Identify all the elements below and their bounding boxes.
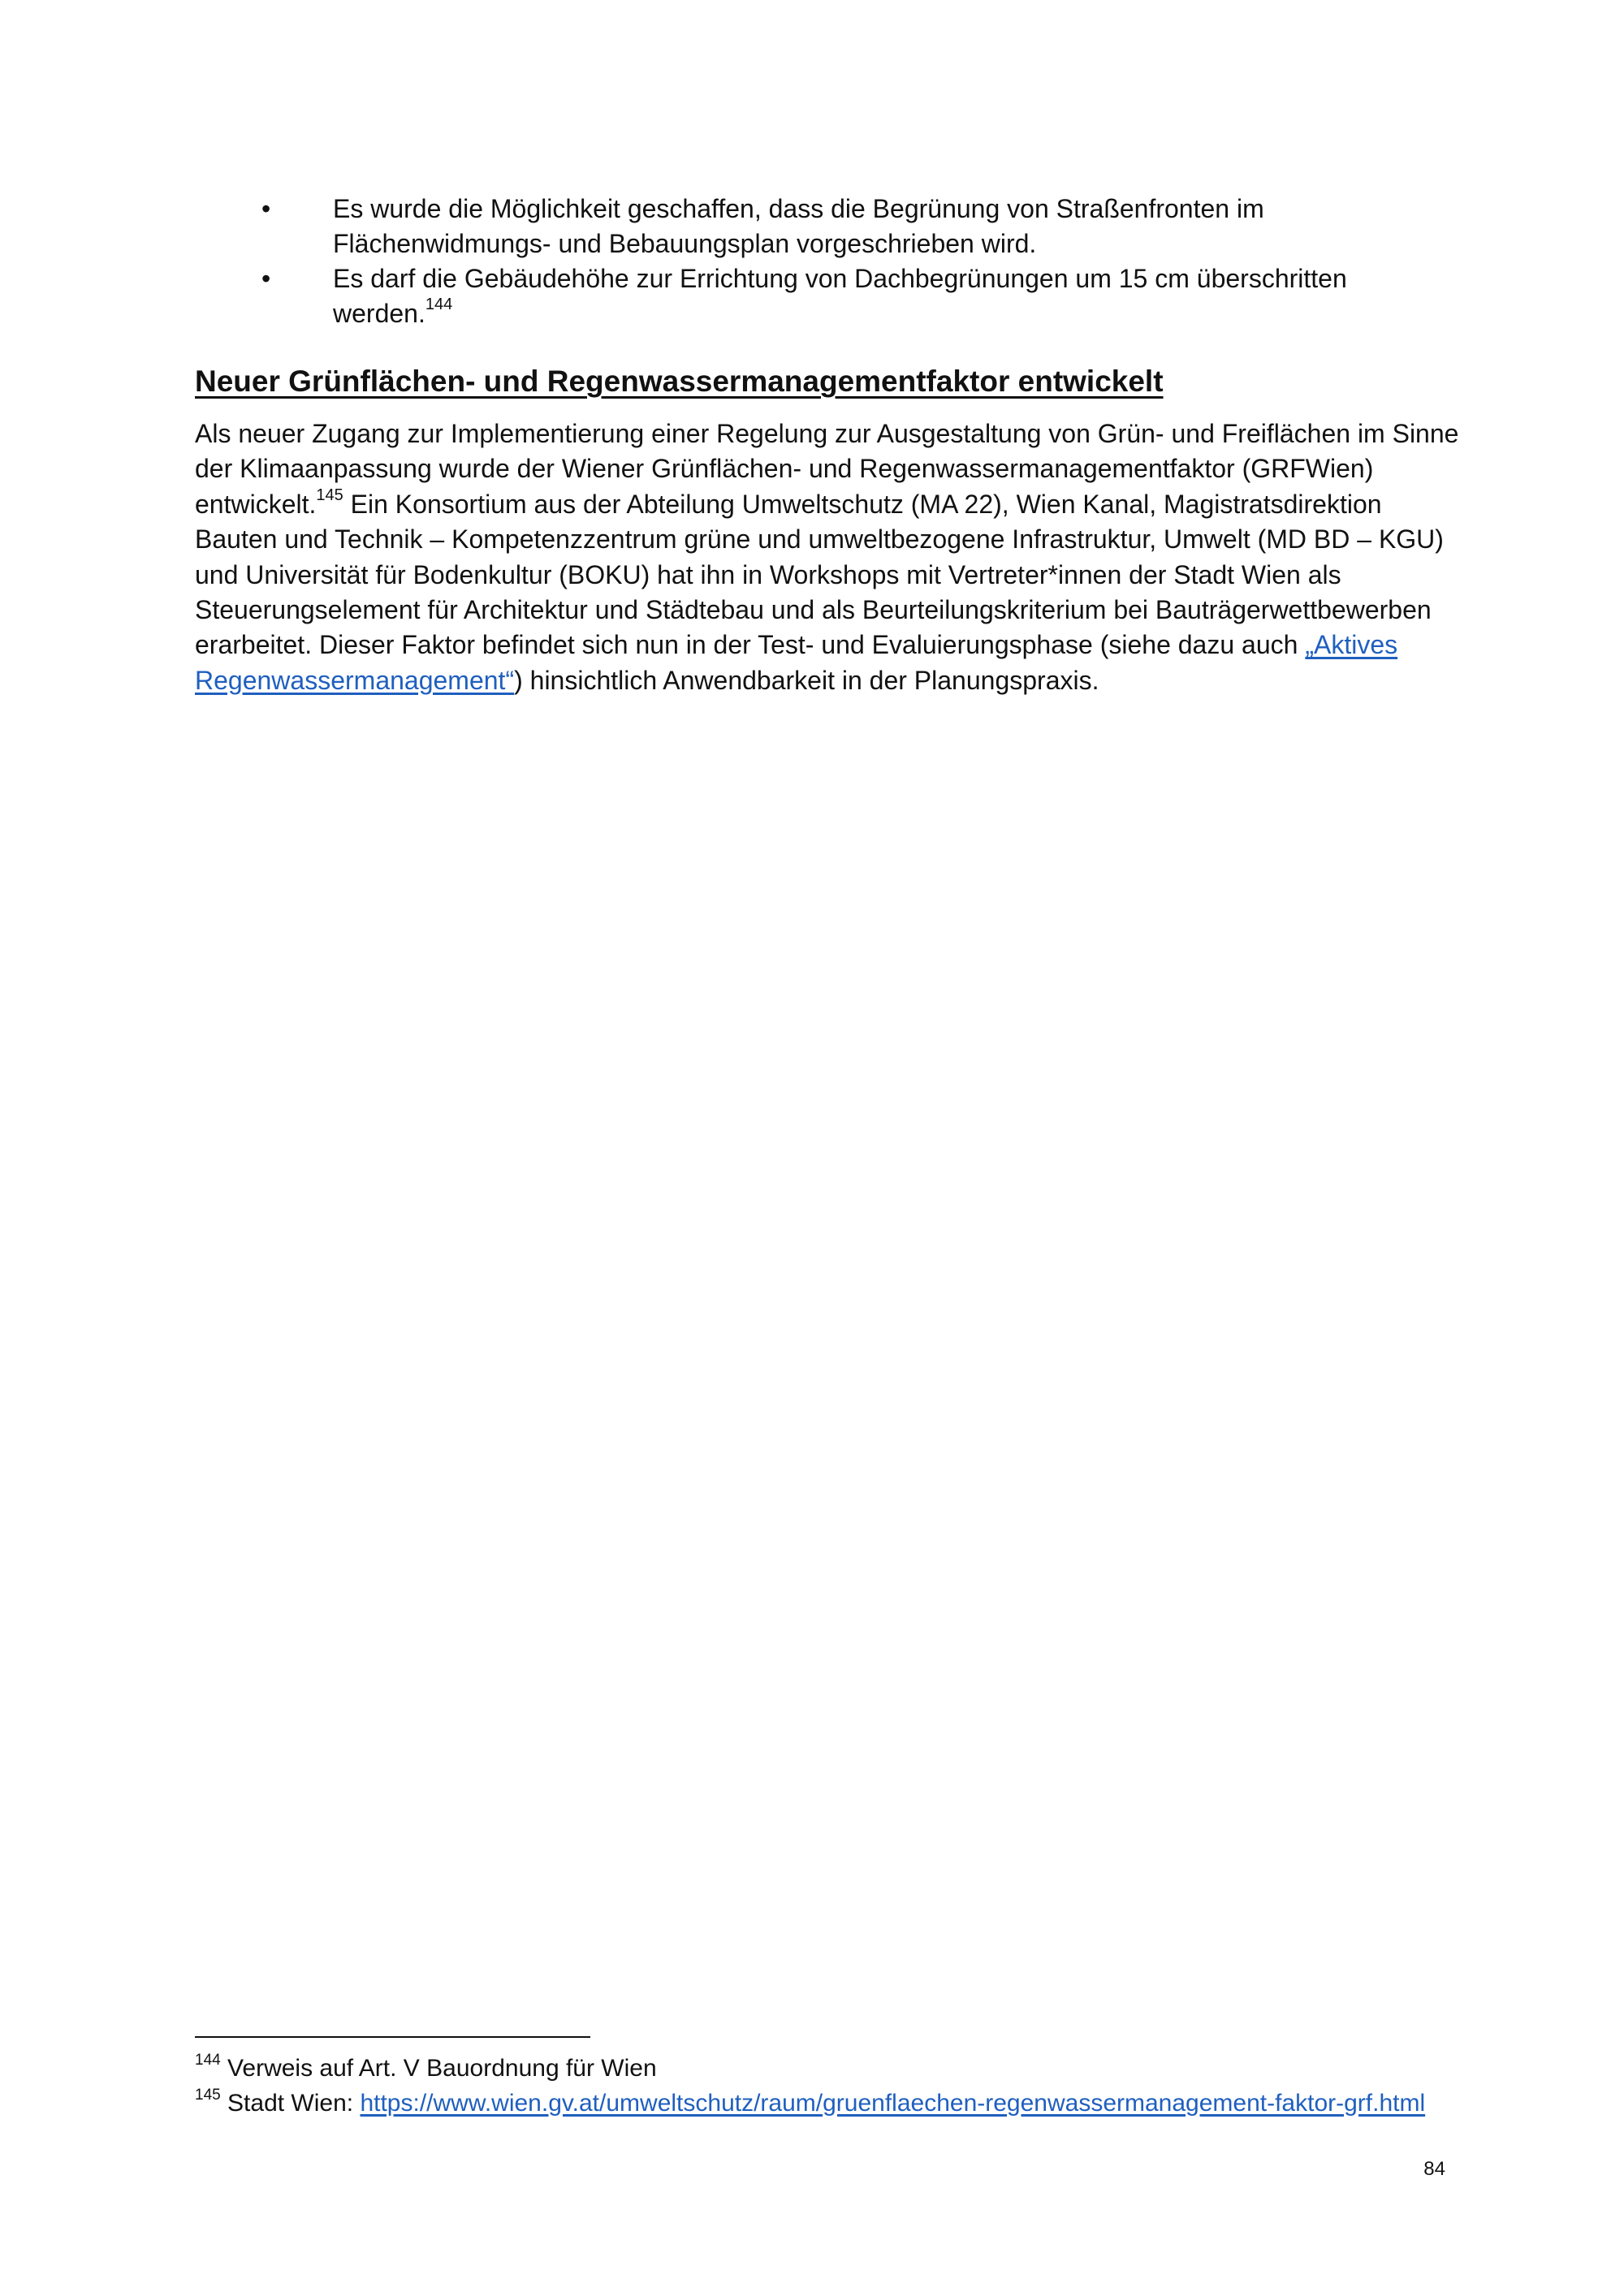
- paragraph-text: ) hinsichtlich Anwendbarkeit in der Planungspraxis.: [514, 665, 1099, 695]
- footnote-text: Verweis auf Art. V Bauordnung für Wien: [220, 2055, 657, 2082]
- footnote-reference[interactable]: 145: [316, 486, 343, 505]
- bullet-item: [195, 192, 1445, 261]
- bullet-icon: •: [261, 194, 271, 223]
- footnote-item: [195, 2051, 1462, 2086]
- bullet-text: Es wurde die Möglichkeit geschaffen, dass die Begrünung von Straßenfronten im Flächenwidmungs- und Bebauungsplan vorgeschrieben wird.: [333, 194, 1264, 258]
- bullet-text: Es darf die Gebäudehöhe zur Errichtung von Dachbegrünungen um 15 cm überschritten werden.: [333, 264, 1347, 328]
- bullet-item: [195, 261, 1445, 331]
- footnote-reference[interactable]: 144: [425, 296, 453, 314]
- paragraph-text: Ein Konsortium aus der Abteilung Umweltschutz (MA 22), Wien Kanal, Magistratsdirektion Bauten und Technik – Kompetenzzentrum grüne und umweltbezogene Infrastruktur, Umwelt (MD BD – KGU) und Universität für Bodenkultur (BOKU) hat ihn in Workshops mit Vertreter*innen der Stadt Wien als Steuerungselement für Architektur und Städtebau und als Beurteilungskriterium bei Bauträgerwettbewerben erarbeitet. Dieser Faktor befindet sich nun in der Test- und Evaluierungsphase (siehe dazu auch: [195, 489, 1444, 660]
- footnote-number: 145: [195, 2087, 221, 2104]
- section-heading: Neuer Grünflächen- und Regenwassermanagementfaktor entwickelt: [195, 365, 1164, 398]
- regenwassermanagement-link[interactable]: „Aktives Regenwassermanagement“: [195, 630, 1398, 695]
- footnotes: [195, 2051, 1462, 2121]
- footnote-item: [195, 2086, 1462, 2121]
- source-url-link[interactable]: https://www.wien.gv.at/umweltschutz/raum/gruenflaechen-regenwassermanagement-faktor-grf.html: [360, 2090, 1426, 2117]
- body-paragraph: [195, 416, 1462, 698]
- bullet-list: [195, 192, 1445, 331]
- page-number: 84: [1423, 2158, 1445, 2180]
- footnote-number: 144: [195, 2052, 221, 2069]
- footnote-text: Stadt Wien:: [220, 2090, 361, 2117]
- footnote-divider: [195, 2036, 590, 2038]
- paragraph-text: Als neuer Zugang zur Implementierung einer Regelung zur Ausgestaltung von Grün- und Freiflächen im Sinne der Klimaanpassung wurde der Wiener Grünflächen- und Regenwassermanagementfaktor (GRFWien) entwickelt.: [195, 419, 1459, 519]
- bullet-icon: •: [261, 264, 271, 293]
